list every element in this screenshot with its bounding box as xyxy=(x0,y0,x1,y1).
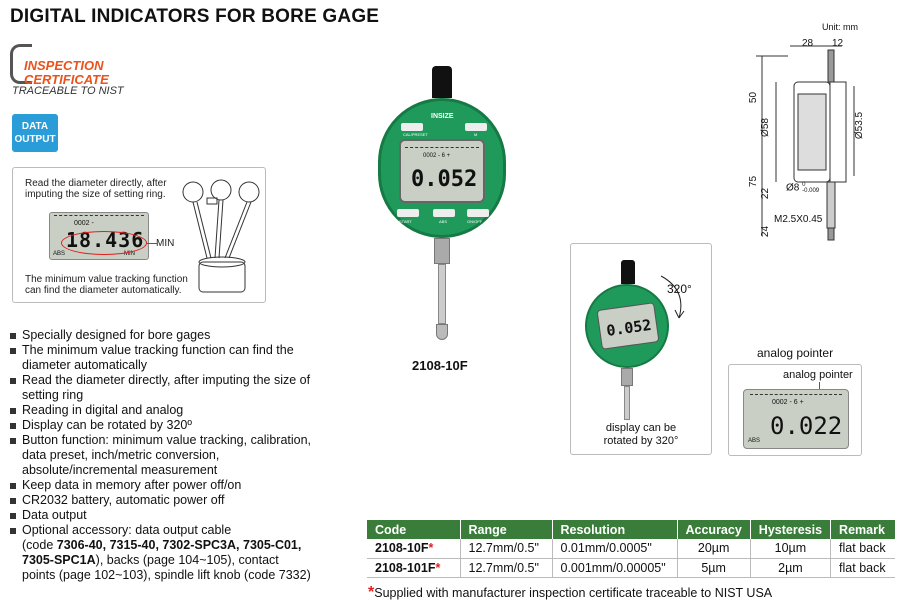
rotation-caption-2: rotated by 320° xyxy=(603,435,679,447)
accessory-codes-1: 7306-40, 7315-40, 7302-SPC3A, 7305-C01, xyxy=(56,538,302,552)
feature-list xyxy=(10,328,330,583)
cell-range: 12.7mm/0.5" xyxy=(460,539,552,558)
dim-50: 50 xyxy=(748,91,760,104)
footnote xyxy=(368,584,772,602)
cell-remark: flat back xyxy=(831,539,895,558)
col-resolution: Resolution xyxy=(552,520,677,539)
unit-label: Unit: mm xyxy=(822,22,858,32)
cal-button-label: CAL/PRESET xyxy=(403,132,428,137)
rotation-collar xyxy=(621,368,633,386)
dim-75: 75 xyxy=(748,175,760,188)
m-button[interactable] xyxy=(465,123,487,131)
start-button-label: START xyxy=(399,219,412,224)
dim-thread: M2.5X0.45 xyxy=(774,214,823,225)
spec-table xyxy=(367,520,895,578)
cell-code: 2108-101F* xyxy=(367,558,460,577)
dim-22: 22 xyxy=(760,187,772,200)
feature-item: The minimum value tracking function can find the diameter automatically xyxy=(10,343,330,373)
illus-lcd-min: MIN xyxy=(124,251,135,257)
rotation-arrow xyxy=(657,272,691,322)
dim-8-value: Ø8 xyxy=(786,182,800,194)
feature-item: Read the diameter directly, after imputing the size of setting ring xyxy=(10,373,330,403)
table-row xyxy=(367,539,895,558)
table-row xyxy=(367,558,895,577)
abs-button-label: ABS xyxy=(439,219,448,224)
cell-code: 2108-10F* xyxy=(367,539,460,558)
col-remark: Remark xyxy=(831,520,895,539)
feature-item: Reading in digital and analog xyxy=(10,403,330,418)
rotation-angle-label: 320° xyxy=(667,282,692,296)
rotation-panel xyxy=(570,243,712,455)
accessory-code-open: (code xyxy=(22,538,57,552)
product-lcd-scale xyxy=(405,147,479,151)
rotation-caption-1: display can be xyxy=(605,422,677,434)
analog-pointer-label: analog pointer xyxy=(783,369,853,381)
cell-resolution: 0.01mm/0.0005" xyxy=(552,539,677,558)
rotation-lcd-value: 0.052 xyxy=(605,315,653,340)
accessory-line-3: ), backs (page 104~105), contact xyxy=(95,553,279,567)
brand-label: INSIZE xyxy=(431,113,454,120)
dim-8-tol-up: 0 xyxy=(802,182,806,188)
dim-8 xyxy=(786,182,819,194)
cell-hysteresis: 10µm xyxy=(750,539,830,558)
cell-accuracy: 5µm xyxy=(677,558,750,577)
spindle-cap xyxy=(432,66,452,98)
abs-button[interactable] xyxy=(433,209,455,217)
illus-caption-top-1: Read the diameter directly, after xyxy=(25,178,167,189)
cell-accuracy: 20µm xyxy=(677,539,750,558)
illus-lcd-scale xyxy=(54,215,144,219)
rotation-caption xyxy=(571,422,711,448)
analog-lcd-scale xyxy=(750,394,842,398)
illus-caption-bottom-2: can find the diameter automatically. xyxy=(25,285,182,296)
dim-58: Ø58 xyxy=(759,118,771,137)
analog-lcd-abs: ABS xyxy=(748,438,761,444)
illus-lcd-value: 18.436 xyxy=(66,228,145,252)
bore-gage-illustration xyxy=(12,167,266,303)
logo-line-1: INSPECTION xyxy=(24,58,104,73)
col-range: Range xyxy=(460,520,552,539)
feature-item: CR2032 battery, automatic power off xyxy=(10,493,330,508)
logo-line-2: CERTIFICATE xyxy=(24,72,109,87)
badge-line-1: DATA xyxy=(21,121,49,132)
stem-collar xyxy=(434,238,450,264)
illus-lcd-small: 0002 - xyxy=(74,220,94,227)
dim-53-5: Ø53.5 xyxy=(854,111,866,140)
cell-range: 12.7mm/0.5" xyxy=(460,558,552,577)
analog-lcd xyxy=(743,389,849,449)
feature-item: Button function: minimum value tracking, calibration, data preset, inch/metric conversion, absolute/incremental measurement xyxy=(10,433,330,478)
table-header-row xyxy=(367,520,895,539)
dim-24: 24 xyxy=(760,225,772,238)
accessory-codes-2: 7305-SPC1A xyxy=(22,553,96,567)
dim-12: 12 xyxy=(832,38,844,49)
onoff-button-label: ON/OFF xyxy=(467,219,483,224)
accessory-line-4: points (page 102~103), spindle lift knob (code 7332) xyxy=(22,568,311,582)
footnote-text: Supplied with manufacturer inspection certificate traceable to NIST USA xyxy=(374,586,773,600)
contact-point xyxy=(436,324,448,340)
analog-title: analog pointer xyxy=(757,346,834,360)
min-label: MIN xyxy=(156,238,175,249)
cell-resolution: 0.001mm/0.00005" xyxy=(552,558,677,577)
illus-lcd-abs: ABS xyxy=(53,251,66,257)
rotation-lcd xyxy=(596,302,659,350)
m-button-label: M xyxy=(474,132,478,137)
rotation-cap xyxy=(621,260,635,284)
indicator-body xyxy=(378,98,506,238)
model-label: 2108-10F xyxy=(412,358,468,373)
col-accuracy: Accuracy xyxy=(677,520,750,539)
analog-lcd-small: 0002 - 6 + xyxy=(772,399,804,406)
analog-lcd-value: 0.022 xyxy=(770,412,843,440)
illus-caption-bottom-1: The minimum value tracking function xyxy=(25,274,188,285)
dim-8-tol-dn: -0.009 xyxy=(802,188,820,194)
feature-item: Data output xyxy=(10,508,330,523)
feature-item: Display can be rotated by 320º xyxy=(10,418,330,433)
page-title: DIGITAL INDICATORS FOR BORE GAGE xyxy=(10,6,380,27)
col-code: Code xyxy=(367,520,460,539)
analog-panel xyxy=(728,364,862,456)
spindle xyxy=(438,264,446,324)
data-output-badge xyxy=(12,114,58,152)
feature-item: Keep data in memory after power off/on xyxy=(10,478,330,493)
illus-caption-top-2: imputing the size of setting ring. xyxy=(25,189,166,200)
accessory-line-1: Optional accessory: data output cable xyxy=(22,523,232,537)
start-button[interactable] xyxy=(397,209,419,217)
product-lcd xyxy=(399,139,485,203)
cal-button[interactable] xyxy=(401,123,423,131)
footnote-star: * xyxy=(368,584,375,601)
badge-line-2: OUTPUT xyxy=(14,134,56,145)
cell-hysteresis: 2µm xyxy=(750,558,830,577)
feature-item: Specially designed for bore gages xyxy=(10,328,330,343)
col-hysteresis: Hysteresis xyxy=(750,520,830,539)
highlight-ellipse xyxy=(61,231,147,255)
logo-line-3: TRACEABLE TO NIST xyxy=(12,85,124,97)
dim-28: 28 xyxy=(802,38,814,49)
onoff-button[interactable] xyxy=(467,209,489,217)
product-lcd-value: 0.052 xyxy=(411,167,478,192)
feature-item-accessory xyxy=(10,523,330,583)
product-lcd-small: 0002 - 6 + xyxy=(423,153,451,159)
product-image xyxy=(370,62,510,362)
rotation-spindle xyxy=(624,386,630,420)
cell-remark: flat back xyxy=(831,558,895,577)
